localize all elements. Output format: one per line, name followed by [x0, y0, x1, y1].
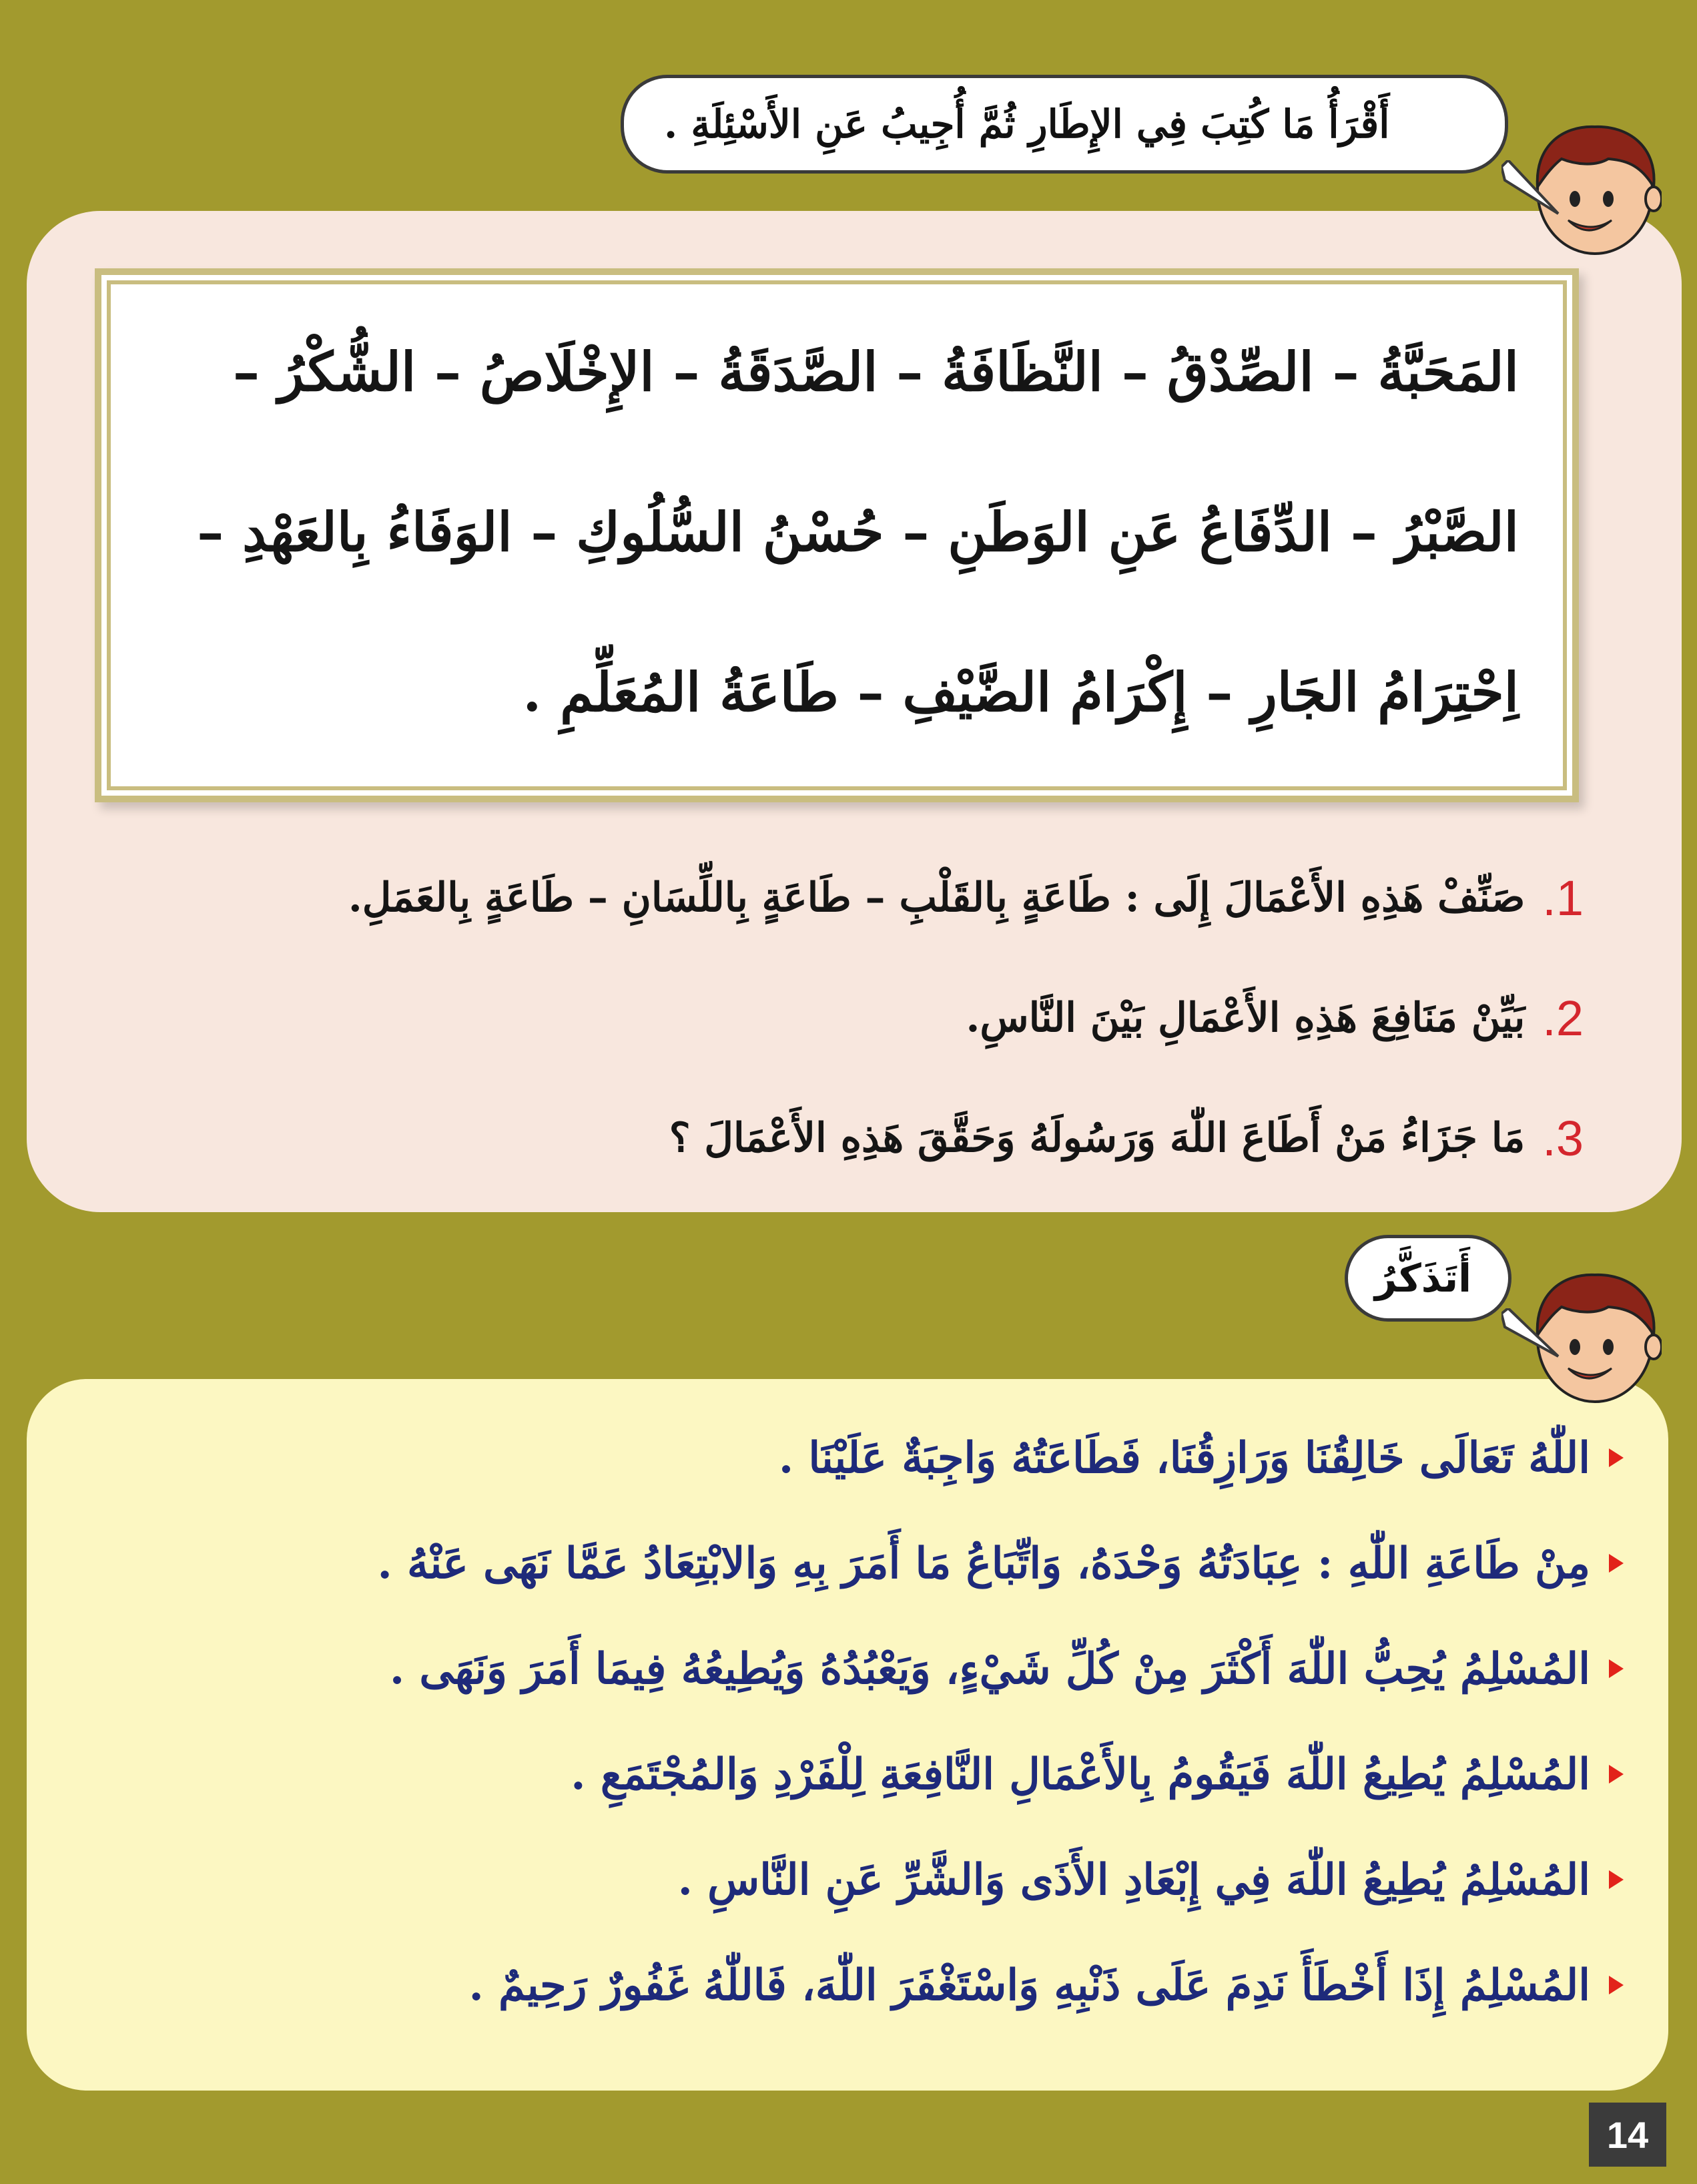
red-triangle-bullet-icon	[1609, 1765, 1624, 1784]
question-text: مَا جَزَاءُ مَنْ أَطَاعَ اللّٰهَ وَرَسُولَهُ وَحَقَّقَ هَذِهِ الأَعْمَالَ ؟	[669, 1115, 1525, 1161]
words-line-2: الصَّبْرُ – الدِّفَاعُ عَنِ الوَطَنِ – حُسْنُ السُّلُوكِ – الوَفَاءُ بِالعَهْدِ –	[197, 501, 1519, 563]
page-number: 14	[1589, 2103, 1666, 2167]
remember-text: اللّٰهُ تَعَالَى خَالِقُنَا وَرَازِقُنَا، فَطَاعَتُهُ وَاجِبَةٌ عَلَيْنَا .	[778, 1432, 1590, 1483]
instruction-bubble	[621, 75, 1508, 174]
remember-text: المُسْلِمُ يُطِيعُ اللّٰهَ فِي إِبْعَادِ الأَذَى وَالشَّرِّ عَنِ النَّاسِ .	[677, 1854, 1590, 1905]
question-item	[100, 958, 1584, 1078]
remember-text: المُسْلِمُ يُطِيعُ اللّٰهَ فَيَقُومُ بِالأَعْمَالِ النَّافِعَةِ لِلْفَرْدِ وَالمُجْتَمَعِ .	[571, 1749, 1590, 1800]
list-item	[60, 1721, 1624, 1827]
red-triangle-bullet-icon	[1609, 1554, 1624, 1573]
red-triangle-bullet-icon	[1609, 1870, 1624, 1889]
question-item	[100, 1078, 1584, 1198]
list-item	[60, 1511, 1624, 1616]
words-line-3: اِحْتِرَامُ الجَارِ – إِكْرَامُ الضَّيْفِ – طَاعَةُ المُعَلِّمِ .	[523, 661, 1519, 724]
question-text: بَيِّنْ مَنَافِعَ هَذِهِ الأَعْمَالِ بَيْنَ النَّاسِ.	[966, 995, 1525, 1041]
list-item	[60, 1932, 1624, 2038]
words-lines	[141, 322, 1519, 802]
list-item	[60, 1827, 1624, 1932]
red-triangle-bullet-icon	[1609, 1448, 1624, 1467]
instruction-text: أَقْرَأُ مَا كُتِبَ فِي الإِطَارِ ثُمَّ أُجِيبُ عَنِ الأَسْئِلَةِ .	[664, 101, 1390, 147]
words-line-1: المَحَبَّةُ – الصِّدْقُ – النَّظَافَةُ – الصَّدَقَةُ – الإِخْلَاصُ – الشُّكْرُ –	[233, 340, 1519, 403]
words-frame	[95, 268, 1579, 802]
remember-text: المُسْلِمُ يُحِبُّ اللّٰهَ أَكْثَرَ مِنْ كُلِّ شَيْءٍ، وَيَعْبُدُهُ وَيُطِيعُهُ فِيمَا أَمَرَ وَنَهَى .	[389, 1643, 1590, 1694]
question-text: صَنِّفْ هَذِهِ الأَعْمَالَ إِلَى : طَاعَةٍ بِالقَلْبِ – طَاعَةٍ بِاللِّسَانِ – طَاعَةٍ بِالعَمَلِ.	[348, 874, 1525, 921]
remember-title: أَتَذَكَّرُ	[1375, 1256, 1471, 1301]
red-triangle-bullet-icon	[1609, 1659, 1624, 1678]
red-triangle-bullet-icon	[1609, 1976, 1624, 1994]
question-item	[100, 838, 1584, 958]
list-item	[60, 1405, 1624, 1511]
remember-bubble	[1345, 1235, 1511, 1322]
remember-list	[60, 1405, 1624, 2038]
remember-text: مِنْ طَاعَةِ اللّٰهِ : عِبَادَتُهُ وَحْدَهُ، وَاتِّبَاعُ مَا أَمَرَ بِهِ وَالابْتِعَادُ عَمَّا نَهَى عَنْهُ .	[377, 1538, 1590, 1589]
question-list	[100, 838, 1584, 1198]
question-number: 2.	[1542, 990, 1584, 1046]
bubble-tail-icon	[1501, 160, 1562, 220]
question-number: 1.	[1542, 870, 1584, 926]
remember-text: المُسْلِمُ إِذَا أَخْطَأَ نَدِمَ عَلَى ذَنْبِهِ وَاسْتَغْفَرَ اللّٰهَ، فَاللّٰهُ غَفُورٌ رَحِيمٌ .	[468, 1960, 1590, 2010]
question-number: 3.	[1542, 1110, 1584, 1166]
bubble-tail-icon	[1501, 1308, 1562, 1362]
list-item	[60, 1616, 1624, 1721]
